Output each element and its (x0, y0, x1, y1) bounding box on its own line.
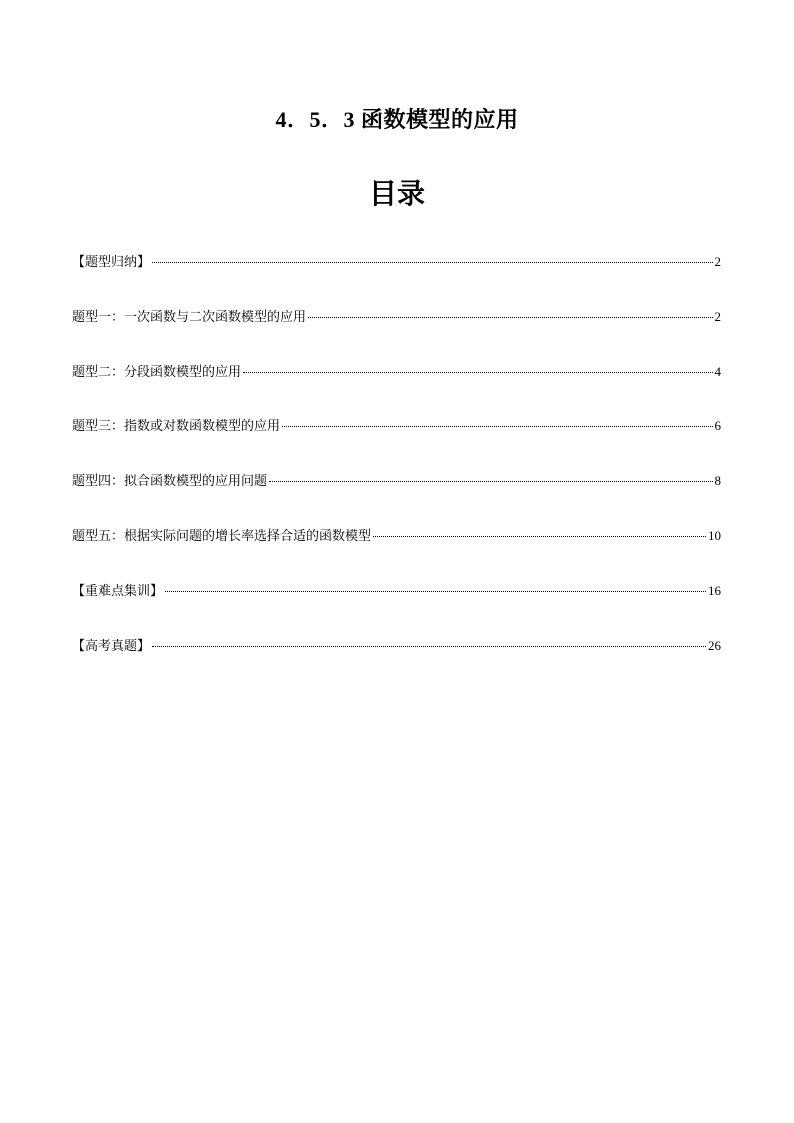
toc-entry-label: 【题型归纳】 (72, 255, 151, 270)
toc-entry-type-2[interactable] (72, 362, 721, 382)
document-title: 4．5．3 函数模型的应用 (275, 107, 519, 132)
toc-entry-page: 6 (714, 418, 721, 434)
toc-leader-dots (373, 536, 706, 537)
toc-entry-type-1[interactable] (72, 307, 721, 327)
toc-entry-label: 【高考真题】 (72, 638, 151, 654)
toc-leader-dots (165, 591, 706, 592)
toc-entry-page: 26 (708, 637, 721, 653)
toc-entry-page: 16 (708, 582, 721, 598)
toc-leader-dots (308, 317, 712, 318)
toc-entry-page: 2 (714, 254, 721, 269)
toc-entry-label: 题型四：拟合函数模型的应用问题 (72, 474, 268, 490)
toc-entry-type-4[interactable] (72, 471, 721, 491)
toc-leader-dots (269, 481, 712, 482)
toc-entry-label: 题型五：根据实际问题的增长率选择合适的函数模型 (72, 528, 372, 544)
toc-entry-type-5[interactable] (72, 526, 721, 546)
toc-entry-type-3[interactable] (72, 416, 721, 436)
toc-leader-dots (152, 262, 712, 263)
toc-leader-dots (243, 372, 712, 373)
toc-entry-label: 题型二：分段函数模型的应用 (72, 364, 242, 380)
toc-entry-label: 题型三：指数或对数函数模型的应用 (72, 419, 281, 435)
toc-entry-page: 8 (714, 473, 721, 489)
toc-entry-exam-questions[interactable] (72, 636, 721, 656)
toc-entry-page: 2 (714, 308, 721, 324)
table-of-contents (72, 252, 721, 690)
toc-leader-dots (282, 426, 712, 427)
toc-entry-question-types[interactable] (72, 252, 721, 272)
toc-entry-label: 【重难点集训】 (72, 583, 164, 599)
toc-heading: 目录 (368, 177, 425, 210)
toc-entry-page: 10 (708, 527, 721, 543)
toc-leader-dots (152, 646, 706, 647)
toc-entry-label: 题型一：一次函数与二次函数模型的应用 (72, 309, 307, 325)
toc-entry-key-difficult-training[interactable] (72, 581, 721, 601)
toc-entry-page: 4 (714, 363, 721, 379)
